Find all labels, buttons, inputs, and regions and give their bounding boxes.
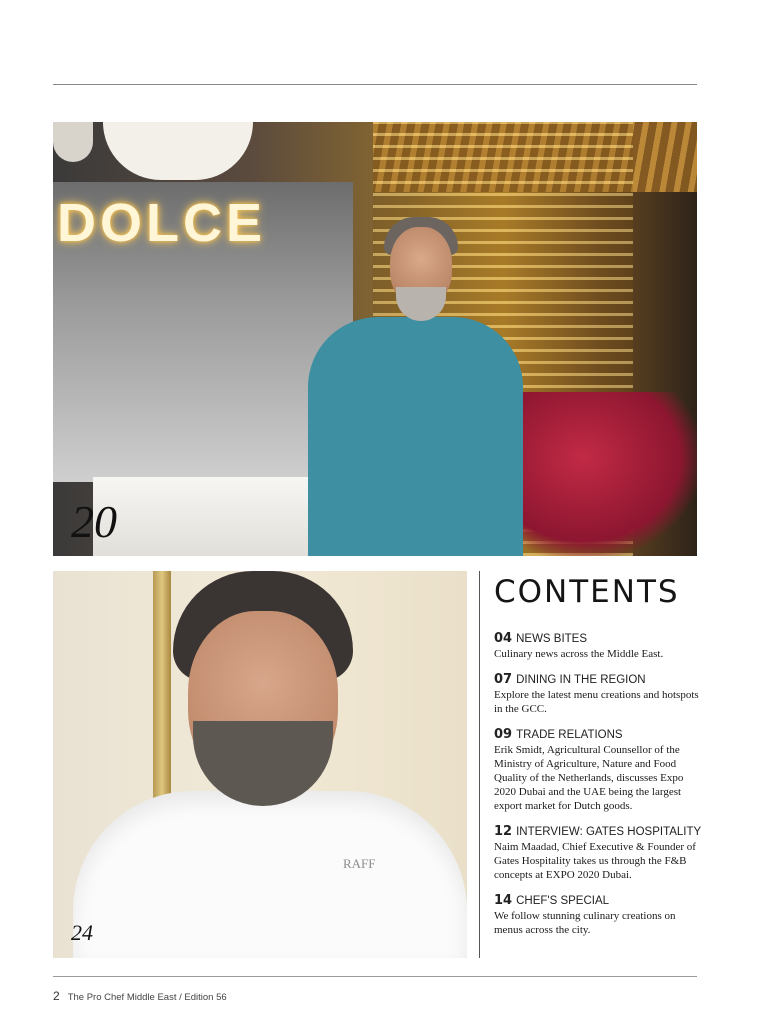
entry-page-number: 04 <box>494 631 513 646</box>
entry-section-title: NEWS BITES <box>516 633 588 645</box>
entry-heading <box>494 825 704 839</box>
entry-page-number: 09 <box>494 727 513 742</box>
contents-title: CONTENTS <box>494 574 680 610</box>
entry-page-number: 07 <box>494 672 513 687</box>
entry-description: Explore the latest menu creations and hotspots in the GCC. <box>494 689 699 715</box>
chef-portrait-figure <box>73 571 467 958</box>
feature-photo-restaurant[interactable] <box>53 122 697 556</box>
photo-page-number: 20 <box>71 496 117 547</box>
entry-section-title: DINING IN THE REGION <box>516 674 646 686</box>
red-chairs <box>507 392 697 556</box>
pendant-lamp <box>53 122 93 162</box>
contents-entry[interactable] <box>494 894 704 937</box>
entry-description: Erik Smidt, Agricultural Counsellor of the Ministry of Agriculture, Nature and Food Quality of the Netherlands, discusses Expo 2020 Dubai and the UAE being the largest export market for Dutch goods. <box>494 744 684 812</box>
entry-section-title: TRADE RELATIONS <box>516 729 623 741</box>
top-rule <box>53 84 697 85</box>
entry-section-title: CHEF'S SPECIAL <box>516 895 610 907</box>
pendant-lamp <box>103 122 253 180</box>
entry-heading <box>494 728 704 742</box>
entry-description: Naim Maadad, Chief Executive & Founder of Gates Hospitality takes us through the F&B concepts at EXPO 2020 Dubai. <box>494 841 696 881</box>
feature-photo-chef-portrait[interactable] <box>53 571 467 958</box>
page-footer <box>53 989 227 1003</box>
entry-page-number: 12 <box>494 824 513 839</box>
footer-publication: The Pro Chef Middle East / Edition 56 <box>67 992 227 1003</box>
chef-sweater <box>308 317 523 556</box>
entry-heading <box>494 894 704 908</box>
contents-entry[interactable] <box>494 728 704 813</box>
bottom-rule <box>53 976 697 977</box>
entry-description: Culinary news across the Middle East. <box>494 648 664 660</box>
column-divider <box>479 571 480 958</box>
entry-section-title: INTERVIEW: GATES HOSPITALITY <box>516 826 702 838</box>
photo-page-number: 24 <box>71 920 93 945</box>
entry-heading <box>494 632 704 646</box>
contents-entry[interactable] <box>494 632 704 661</box>
footer-page-number: 2 <box>53 989 60 1003</box>
entry-heading <box>494 673 704 687</box>
contents-entry[interactable] <box>494 673 704 716</box>
chef-figure <box>308 217 523 556</box>
entry-description: We follow stunning culinary creations on menus across the city. <box>494 910 676 936</box>
entry-page-number: 14 <box>494 893 513 908</box>
dolce-sign: DOLCE <box>57 193 266 253</box>
coat-logo: RAFF <box>343 856 376 871</box>
chef-coat <box>73 791 467 958</box>
chef-beard <box>396 287 446 321</box>
contents-entry[interactable] <box>494 825 704 882</box>
contents-column <box>494 571 704 949</box>
